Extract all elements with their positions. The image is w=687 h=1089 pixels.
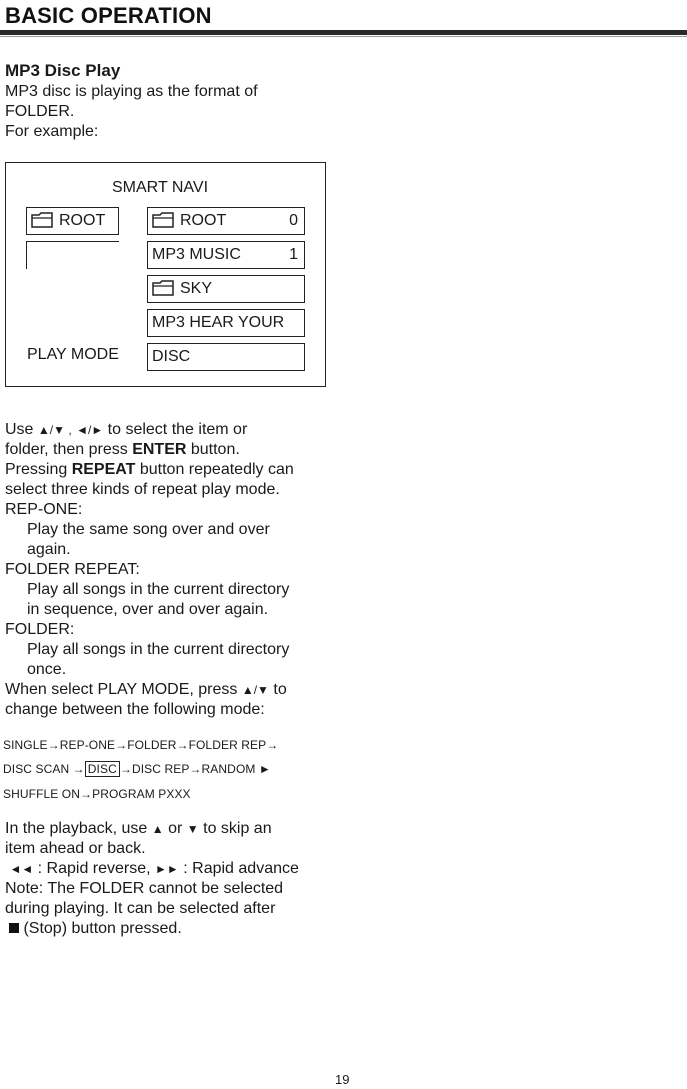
instruction-text: to xyxy=(268,681,287,698)
header-rule xyxy=(0,30,687,35)
smart-navi-title: SMART NAVI xyxy=(112,179,209,196)
right-field-mp3-music-label: MP3 MUSIC xyxy=(152,246,241,263)
note-line-1: Note: The FOLDER cannot be selected xyxy=(5,880,284,897)
playback-line-2: item ahead or back. xyxy=(5,840,146,857)
note-line-3 xyxy=(5,919,182,939)
instruction-text: Pressing xyxy=(5,461,72,478)
left-field-root-label: ROOT xyxy=(59,212,106,229)
intro-line-2: FOLDER. xyxy=(5,103,75,120)
folder-icon xyxy=(31,212,55,226)
instruction-line-2 xyxy=(5,440,240,460)
instruction-text: folder, then press xyxy=(5,441,133,458)
up-arrow-icon: ▲ xyxy=(151,822,164,836)
header-rule-thin xyxy=(0,36,687,37)
instruction-line-1 xyxy=(5,420,247,440)
right-field-mp3-music-number: 1 xyxy=(289,246,298,263)
folder-label: FOLDER: xyxy=(5,621,75,638)
play-mode-field xyxy=(147,343,305,371)
play-mode-instruction-2: change between the following mode: xyxy=(5,701,265,718)
folder-icon xyxy=(152,212,176,226)
playback-line-1 xyxy=(5,819,272,839)
folder-repeat-desc-2: in sequence, over and over again. xyxy=(27,601,269,618)
mode-sequence-row-1: SINGLE→REP-ONE→FOLDER→FOLDER REP→ xyxy=(3,738,279,752)
down-arrow-icon: ▼ xyxy=(186,822,199,836)
page-number: 19 xyxy=(335,1072,350,1087)
section-heading: MP3 Disc Play xyxy=(5,61,121,80)
mode-sequence-row-3: SHUFFLE ON→PROGRAM PXXX xyxy=(3,787,191,801)
right-field-sky-label: SKY xyxy=(180,280,213,297)
instruction-line-4: select three kinds of repeat play mode. xyxy=(5,481,280,498)
play-mode-instruction-1 xyxy=(5,680,287,700)
right-field-root-number: 0 xyxy=(289,212,298,229)
right-field-root xyxy=(147,207,305,235)
up-down-arrows-icon: ▲/▼ xyxy=(241,683,269,697)
playback-text: : Rapid reverse, xyxy=(33,860,156,877)
play-mode-label: PLAY MODE xyxy=(27,346,119,363)
folder-repeat-label: FOLDER REPEAT: xyxy=(5,561,140,578)
stop-icon xyxy=(9,923,19,933)
rep-one-desc-1: Play the same song over and over xyxy=(27,521,270,538)
repeat-key-label: REPEAT xyxy=(71,461,136,478)
right-field-mp3-hear-your xyxy=(147,309,305,337)
disc-mode-boxed: DISC xyxy=(85,761,120,777)
folder-icon xyxy=(152,280,176,294)
playback-text: : Rapid advance xyxy=(178,860,299,877)
instruction-text: Use xyxy=(5,421,38,438)
playback-text: or xyxy=(163,820,187,837)
enter-key-label: ENTER xyxy=(132,441,187,458)
right-field-root-label: ROOT xyxy=(180,212,227,229)
playback-text: to skip an xyxy=(198,820,272,837)
right-field-mp3-hear-your-label: MP3 HEAR YOUR xyxy=(152,314,285,331)
playback-text: (Stop) button pressed. xyxy=(23,920,182,937)
intro-line-3: For example: xyxy=(5,123,99,140)
note-line-2: during playing. It can be selected after xyxy=(5,900,276,917)
mode-text: →DISC REP→RANDOM ► xyxy=(119,762,271,776)
folder-desc-1: Play all songs in the current directory xyxy=(27,641,290,658)
mode-sequence-row-2 xyxy=(3,762,271,776)
rep-one-label: REP-ONE: xyxy=(5,501,83,518)
mode-text: DISC SCAN → xyxy=(3,762,85,776)
instruction-text: When select PLAY MODE, press xyxy=(5,681,242,698)
section-title: BASIC OPERATION xyxy=(5,3,212,28)
left-field-root xyxy=(26,207,119,235)
instruction-line-3 xyxy=(5,460,294,480)
playback-text: In the playback, use xyxy=(5,820,152,837)
rapid-advance-icon: ►► xyxy=(155,862,179,876)
playback-line-3 xyxy=(5,859,299,879)
intro-line-1: MP3 disc is playing as the format of xyxy=(5,83,258,100)
folder-repeat-desc-1: Play all songs in the current directory xyxy=(27,581,290,598)
play-mode-value: DISC xyxy=(152,348,191,365)
left-field-empty xyxy=(26,241,119,269)
folder-desc-2: once. xyxy=(27,661,67,678)
instruction-text: to select the item or xyxy=(103,421,248,438)
instruction-text: button repeatedly can xyxy=(135,461,294,478)
smart-navi-screen xyxy=(5,162,326,387)
instruction-text: button. xyxy=(186,441,240,458)
rapid-reverse-icon: ◄◄ xyxy=(9,862,34,876)
right-field-sky xyxy=(147,275,305,303)
left-right-arrows-icon: ◄/► xyxy=(76,423,104,437)
up-down-arrows-icon: ▲/▼ , xyxy=(37,423,72,437)
rep-one-desc-2: again. xyxy=(27,541,71,558)
right-field-mp3-music xyxy=(147,241,305,269)
